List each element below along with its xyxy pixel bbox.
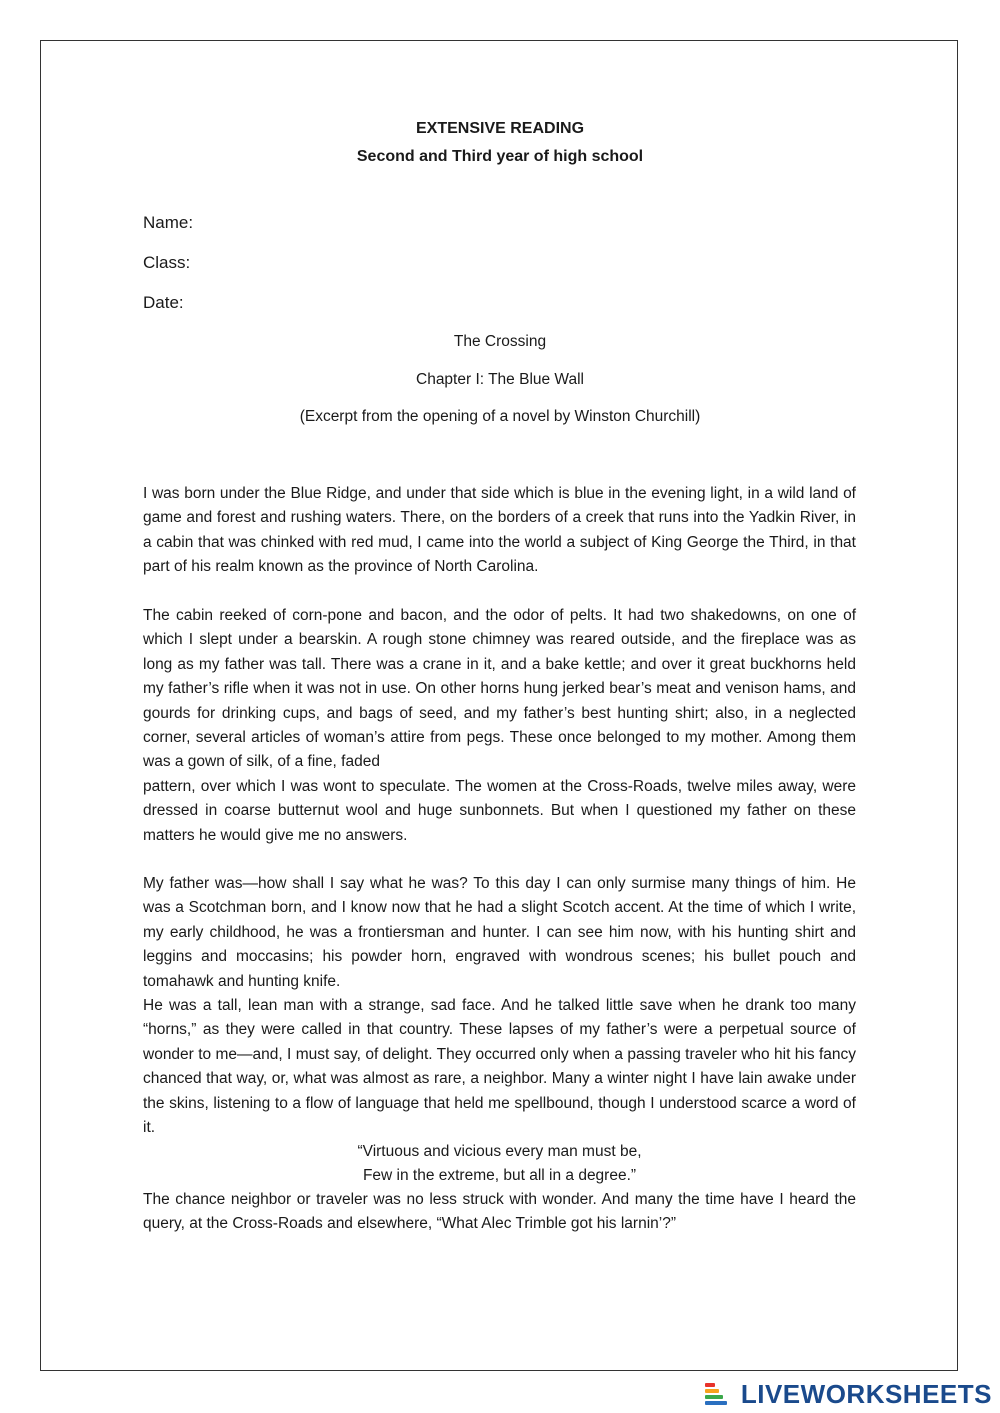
- paragraph-2a-text: The cabin reeked of corn-pone and bacon, and the odor of pelts. It had two shakedowns, on one of which I slept under a bearskin. A rough stone chimney was reared outside, and the fireplace was as long as my father was tall. There was a crane in it, and a bake kettle; and over it great buckhorns held my father’s rifle when it was not in use. On other horns hung jerked bear’s meat and venison hams, and gourds for drinking cups, and bags of seed, and my father’s best hunting shirt; also, in a neglected corner, several articles of woman’s attire from pegs. These once belonged to my mother. Among them was a gown of silk, of a fine, faded: [143, 607, 856, 771]
- liveworksheets-brand: [705, 1379, 992, 1409]
- worksheet-subtitle: Second and Third year of high school: [356, 148, 644, 165]
- paragraph-2: [143, 604, 856, 848]
- paragraph-4-text: He was a tall, lean man with a strange, sad face. And he talked little save when he drank too many “horns,” as they were called in that country. These lapses of my father’s were a perpetual source of wonder to me—and, I must say, of delight. They occurred only when a passing traveler who hit his fancy chanced that way, or, what was almost as rare, a neighbor. Many a winter night I have lain awake under the skins, listening to a flow of language that held me spellbound, though I understood scarce a word of it.: [143, 997, 856, 1137]
- paragraph-1-text: I was born under the Blue Ridge, and under that side which is blue in the evening light, in a wild land of game and forest and rushing waters. There, on the borders of a creek that runs into the Yadkin River, in a cabin that was chinked with red mud, I came into the world a subject of King George the Third, in that part of his realm known as the province of North Carolina.: [143, 485, 856, 576]
- paragraph-3: [143, 872, 856, 1140]
- paragraph-1: [143, 482, 856, 580]
- poem-quote: [143, 1140, 856, 1188]
- name-field-label: Name:: [143, 213, 194, 232]
- liveworksheets-logo-icon: [705, 1382, 739, 1406]
- date-field-label: Date:: [143, 293, 184, 312]
- poem-line-2: Few in the extreme, but all in a degree.”: [362, 1167, 637, 1184]
- worksheet-title: EXTENSIVE READING: [415, 120, 585, 137]
- chapter-title: Chapter I: The Blue Wall: [416, 371, 584, 388]
- source-note: (Excerpt from the opening of a novel by Winston Churchill): [299, 408, 701, 425]
- poem-line-1: “Virtuous and vicious every man must be,: [357, 1143, 642, 1160]
- paragraph-5: [143, 1188, 856, 1237]
- logo-bar-green: [705, 1395, 723, 1399]
- paragraph-3-text: My father was—how shall I say what he was? To this day I can only surmise many things of him. He was a Scotchman born, and I know now that he had a slight Scotch accent. At the time of which I write, my early childhood, he was a frontiersman and hunter. I can see him now, with his hunting shirt and leggins and moccasins; his powder horn, engraved with wondrous scenes; his bullet pouch and tomahawk and hunting knife.: [143, 875, 856, 990]
- logo-bar-orange: [705, 1389, 719, 1393]
- class-field-label: Class:: [143, 253, 191, 272]
- liveworksheets-wordmark: LIVEWORKSHEETS: [740, 1378, 992, 1409]
- logo-bar-blue: [705, 1401, 727, 1405]
- paragraph-5-text: The chance neighbor or traveler was no less struck with wonder. And many the time have I heard the query, at the Cross-Roads and elsewhere, “What Alec Trimble got his larnin’?”: [143, 1191, 856, 1233]
- paragraph-2b-text: pattern, over which I was wont to speculate. The women at the Cross-Roads, twelve miles away, were dressed in coarse butternut wool and huge sunbonnets. But when I questioned my father on these matters he would give me no answers.: [143, 777, 856, 844]
- story-title: The Crossing: [453, 333, 547, 350]
- logo-bar-red: [705, 1383, 715, 1387]
